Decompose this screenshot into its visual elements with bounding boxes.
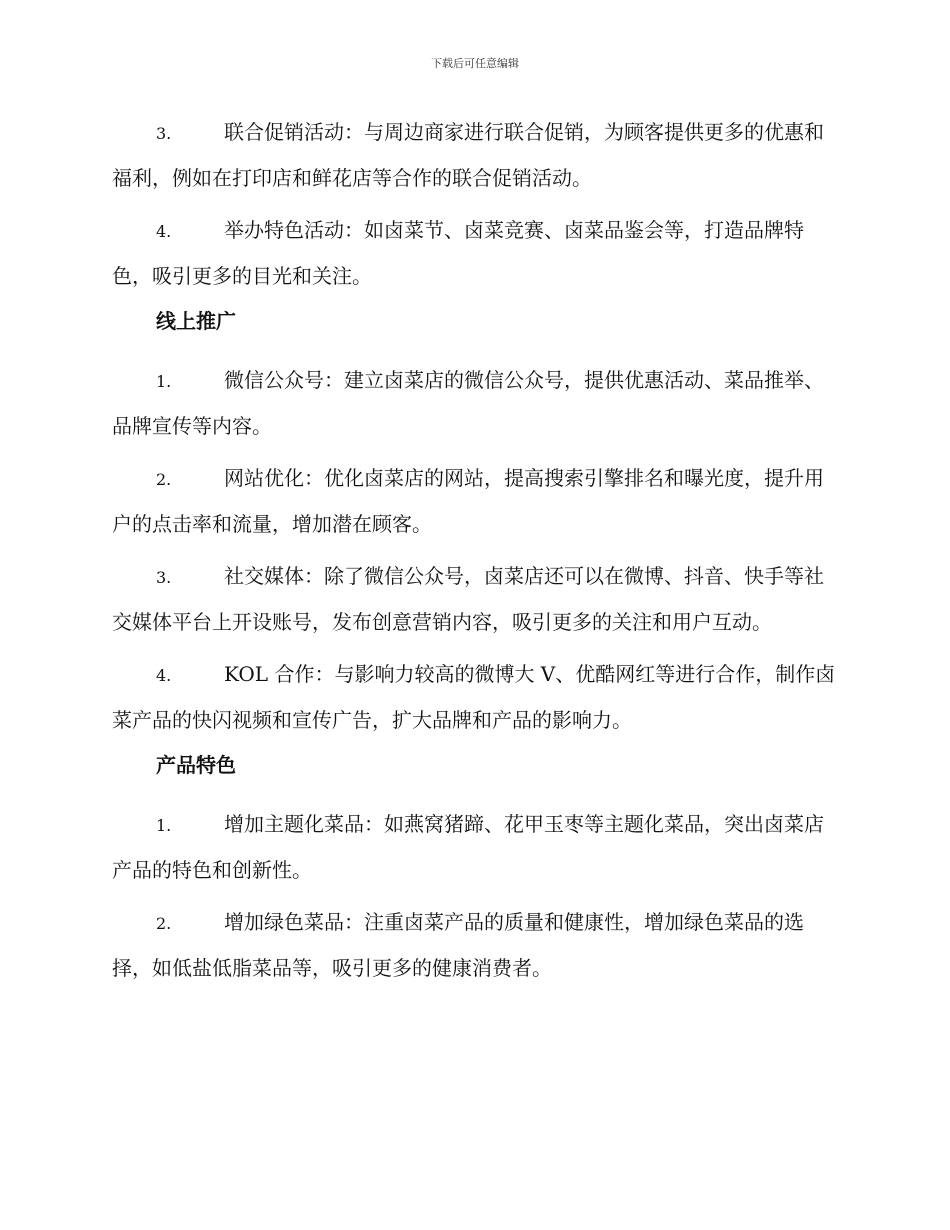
list-item bbox=[112, 358, 838, 448]
item-text: 微信公众号：建立卤菜店的微信公众号，提供优惠活动、菜品推举、品牌宣传等内容。 bbox=[112, 368, 824, 438]
item-number: 1. bbox=[156, 816, 172, 835]
item-number: 3. bbox=[156, 568, 172, 587]
list-item bbox=[112, 802, 838, 892]
document-body bbox=[112, 110, 838, 998]
item-text: KOL 合作：与影响力较高的微博大 V、优酷网红等进行合作，制作卤菜产品的快闪视频和宣传广告，扩大品牌和产品的影响力。 bbox=[112, 662, 836, 732]
item-number: 2. bbox=[156, 470, 172, 489]
list-item bbox=[112, 456, 838, 546]
list-item bbox=[112, 110, 838, 200]
item-text: 增加主题化菜品：如燕窝猪蹄、花甲玉枣等主题化菜品，突出卤菜店产品的特色和创新性。 bbox=[112, 812, 824, 882]
item-number: 2. bbox=[156, 914, 172, 933]
section-heading-online: 线上推广 bbox=[156, 309, 236, 333]
item-text: 网站优化：优化卤菜店的网站，提高搜索引擎排名和曝光度，提升用户的点击率和流量，增加潜在顾客。 bbox=[112, 466, 824, 536]
item-text: 联合促销活动：与周边商家进行联合促销，为顾客提供更多的优惠和福利，例如在打印店和鲜花店等合作的联合促销活动。 bbox=[112, 120, 824, 190]
item-number: 4. bbox=[156, 666, 172, 685]
list-item bbox=[112, 554, 838, 644]
list-item bbox=[112, 900, 838, 990]
item-text: 举办特色活动：如卤菜节、卤菜竞赛、卤菜品鉴会等，打造品牌特色，吸引更多的目光和关注。 bbox=[112, 218, 804, 288]
item-number: 1. bbox=[156, 372, 172, 391]
download-note: 下载后可任意编辑 bbox=[431, 57, 519, 70]
section-heading-product: 产品特色 bbox=[156, 753, 236, 777]
list-item bbox=[112, 652, 838, 742]
item-text: 社交媒体：除了微信公众号，卤菜店还可以在微博、抖音、快手等社交媒体平台上开设账号，发布创意营销内容，吸引更多的关注和用户互动。 bbox=[112, 564, 824, 634]
list-item bbox=[112, 208, 838, 298]
item-number: 3. bbox=[156, 124, 172, 143]
item-text: 增加绿色菜品：注重卤菜产品的质量和健康性，增加绿色菜品的选择，如低盐低脂菜品等，吸引更多的健康消费者。 bbox=[112, 910, 804, 980]
item-number: 4. bbox=[156, 222, 172, 241]
